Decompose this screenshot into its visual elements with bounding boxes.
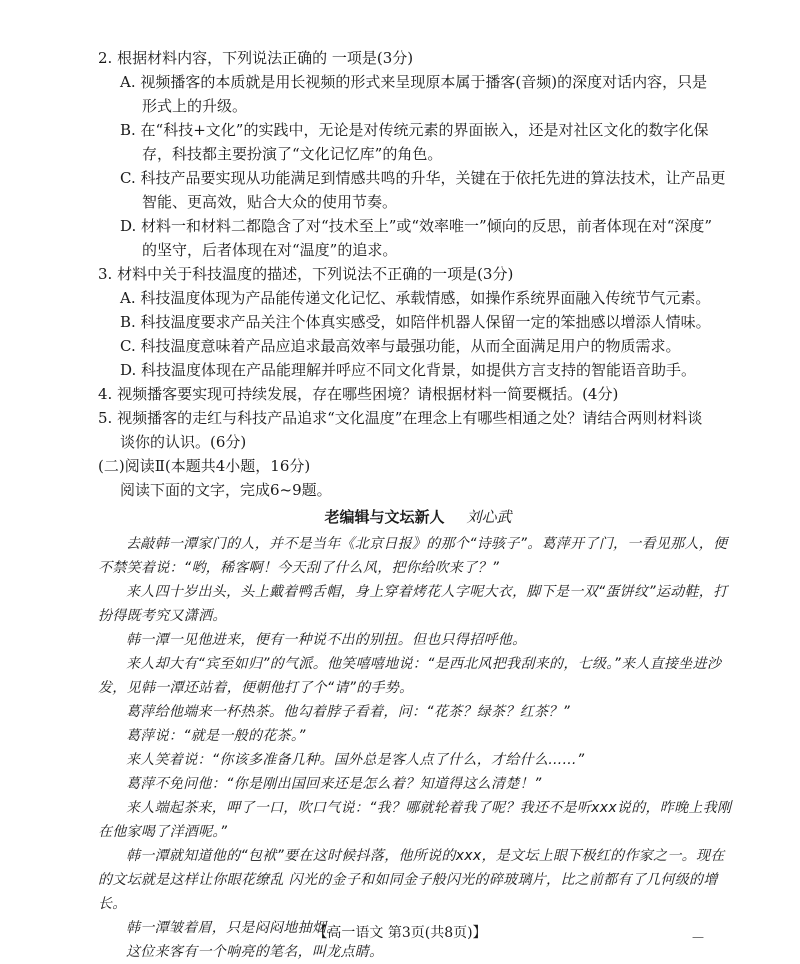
story-paragraph: 韩一潭就知道他的“包袱”要在这时候抖落，他所说的xxx，是文坛上眼下极红的作家之一。现在的文坛就是这样让你眼花缭乱 闪光的金子和如同金子般闪光的碎玻璃片，比之前都有了几何级的增长。	[98, 848, 725, 912]
story-paragraph: 葛萍不免问他：“你是刚出国回来还是怎么着？知道得这么清楚！”	[126, 776, 542, 792]
question-stem: 3. 材料中关于科技温度的描述，下列说法不正确的一项是(3分)	[98, 265, 514, 283]
question-5-line1: 5. 视频播客的走红与科技产品追求“文化温度”在理念上有哪些相通之处？请结合两则材料谈	[98, 409, 703, 427]
option-c-line1: C. 科技产品要实现从功能满足到情感共鸣的升华，关键在于依托先进的算法技术，让产品更	[120, 169, 726, 187]
option-c-line1: C. 科技温度意味着产品应追求最高效率与最强功能，从而全面满足用户的物质需求。	[120, 337, 681, 355]
question-4: 4. 视频播客要实现可持续发展，存在哪些困境？请根据材料一简要概括。(4分)	[98, 385, 619, 403]
section-heading: (二)阅读Ⅱ(本题共4小题，16分)	[98, 457, 311, 475]
option-d-line1: D. 科技温度体现在产品能理解并呼应不同文化背景，如提供方言支持的智能语音助手。	[120, 361, 697, 379]
story-body	[98, 532, 738, 964]
option-d-line1: D. 材料一和材料二都隐含了对“技术至上”或“效率唯一”倾向的反思，前者体现在对“深度”	[120, 217, 713, 235]
option-a-line2: 形式上的升级。	[142, 97, 248, 115]
story-paragraph: 来人四十岁出头，头上戴着鸭舌帽，身上穿着烤花人字呢大衣，脚下是一双“蛋饼纹”运动鞋，打扮得既考究又潇洒。	[98, 584, 728, 624]
question-2	[98, 46, 738, 262]
question-3	[98, 262, 738, 382]
story-paragraph: 来人端起茶来，呷了一口，吹口气说：“我？哪就轮着我了呢？我还不是听xxx说的，昨晚上我刚在他家喝了洋酒呢。”	[98, 800, 732, 840]
page-number-label: 【高一语文 第3页(共8页)】	[313, 925, 487, 941]
story-paragraph: 葛萍说：“就是一般的花茶。”	[126, 728, 306, 744]
option-b-line1: B. 科技温度要求产品关注个体真实感受，如陪伴机器人保留一定的笨拙感以增添人情味。	[120, 313, 711, 331]
story-title: 老编辑与文坛新人	[324, 508, 445, 526]
question-5-line2: 谈你的认识。(6分)	[120, 433, 247, 451]
story-paragraph: 来人却大有“宾至如归”的气派。他笑嘻嘻地说：“是西北风把我刮来的，七级。”来人直接坐进沙发，见韩一潭还站着，便朝他打了个“请”的手势。	[98, 656, 722, 696]
section-instruction: 阅读下面的文字，完成6~9题。	[120, 481, 332, 499]
question-stem: 2. 根据材料内容，下列说法正确的 一项是(3分)	[98, 49, 414, 67]
story-paragraph: 去敲韩一潭家门的人，并不是当年《北京日报》的那个“诗骇子”。葛萍开了门，一看见那人，便不禁笑着说：“哟，稀客啊！今天刮了什么风，把你给吹来了？”	[98, 536, 728, 576]
option-d-line2: 的坚守，后者体现在对“温度”的追求。	[142, 241, 398, 259]
story-paragraph: 来人笑着说：“你该多准备几种。国外总是客人点了什么，才给什么……”	[126, 752, 585, 768]
option-a-line1: A. 视频播客的本质就是用长视频的形式来呈现原本属于播客(音频)的深度对话内容，只是	[120, 73, 708, 91]
story-paragraph: 这位来客有一个响亮的笔名，叫龙点睛。	[126, 944, 384, 960]
story-title-line	[98, 504, 738, 530]
story-paragraph: 韩一潭皱着眉，只是闷闷地抽烟。	[126, 920, 341, 936]
option-b-line1: B. 在“科技+文化”的实践中，无论是对传统元素的界面嵌入，还是对社区文化的数字化保	[120, 121, 709, 139]
corner-mark: —	[692, 930, 704, 944]
page-footer	[0, 922, 800, 942]
option-a-line1: A. 科技温度体现为产品能传递文化记忆、承载情感，如操作系统界面融入传统节气元素。	[120, 289, 711, 307]
story-author: 刘心武	[466, 508, 512, 526]
story-paragraph: 韩一潭一见他进来，便有一种说不出的别扭。但也只得招呼他。	[126, 632, 527, 648]
option-b-line2: 存，科技都主要扮演了“文化记忆库”的角色。	[142, 145, 443, 163]
story-paragraph: 葛萍给他端来一杯热茶。他勾着脖子看着，问：“花茶？绿茶？红茶？”	[126, 704, 571, 720]
option-c-line2: 智能、更高效，贴合大众的使用节奏。	[142, 193, 398, 211]
